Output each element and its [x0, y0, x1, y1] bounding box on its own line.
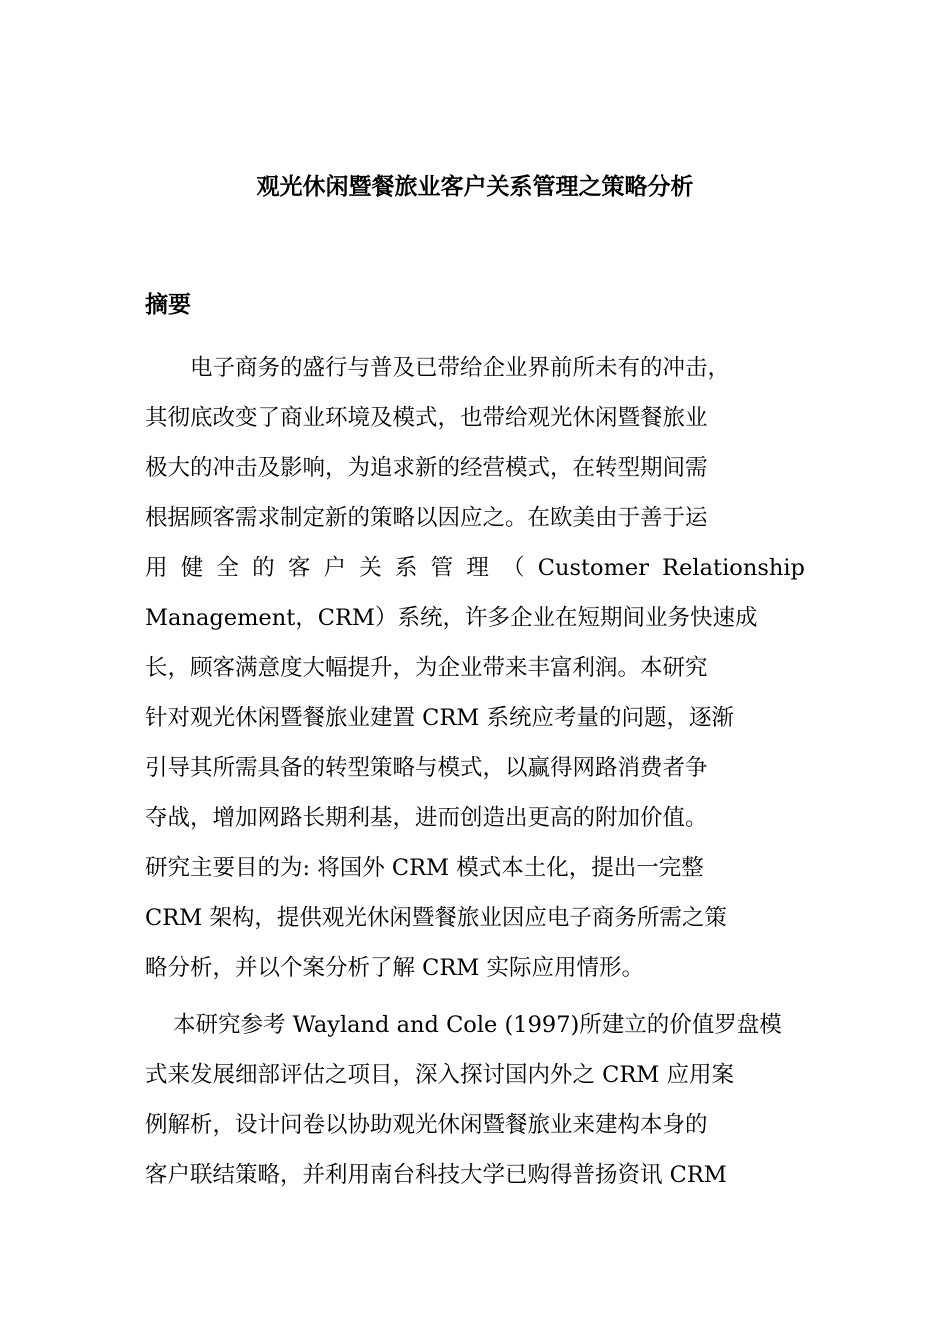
word: 客	[287, 555, 311, 581]
paragraph-line: CRM 架构，提供观光休闲暨餐旅业因应电子商务所需之策	[145, 905, 727, 931]
paragraph-line: 式来发展细部评估之项目，深入探讨国内外之 CRM 应用案	[145, 1062, 735, 1088]
abstract-paragraph-1	[145, 343, 805, 993]
paragraph-line: 略分析，并以个案分析了解 CRM 实际应用情形。	[145, 955, 644, 981]
paragraph-line: 例解析，设计问卷以协助观光休闲暨餐旅业来建构本身的	[145, 1112, 708, 1138]
word: Customer	[537, 555, 649, 581]
word: 的	[252, 555, 275, 581]
document-title: 观光休闲暨餐旅业客户关系管理之策略分析	[256, 173, 694, 200]
word: 理	[466, 555, 489, 581]
paragraph-line: 根据顾客需求制定新的策略以因应之。在欧美由于善于运	[145, 505, 708, 531]
paragraph-line: Management，CRM）系统，许多企业在短期间业务快速成	[145, 605, 758, 631]
abstract-paragraph-2	[145, 1000, 805, 1200]
paragraph-line: 夺战，增加网路长期利基，进而创造出更高的附加价值。	[145, 805, 708, 831]
paragraph-line: 极大的冲击及影响，为追求新的经营模式，在转型期间需	[145, 455, 708, 481]
paragraph-line: 本研究参考 Wayland and Cole (1997)所建立的价值罗盘模	[173, 1012, 782, 1038]
word: 管	[430, 555, 454, 581]
paragraph-line: 长，顾客满意度大幅提升，为企业带来丰富利润。本研究	[145, 655, 708, 681]
paragraph-line-justified	[145, 543, 805, 593]
word: Relationship	[662, 555, 805, 581]
paragraph-line: 电子商务的盛行与普及已带给企业界前所未有的冲击，	[190, 355, 731, 381]
word: 系	[394, 555, 418, 581]
paragraph-line: 针对观光休闲暨餐旅业建置 CRM 系统应考量的问题，逐渐	[145, 705, 735, 731]
paragraph-line: 研究主要目的为: 将国外 CRM 模式本土化，提出一完整	[145, 855, 704, 881]
word: 用	[145, 555, 168, 581]
word: 全	[216, 555, 239, 581]
word: 户	[323, 555, 347, 581]
word: 健	[180, 555, 204, 581]
abstract-heading: 摘要	[145, 291, 191, 318]
paragraph-line: 引导其所需具备的转型策略与模式，以赢得网路消费者争	[145, 755, 708, 781]
paragraph-line: 其彻底改变了商业环境及模式，也带给观光休闲暨餐旅业	[145, 405, 708, 431]
word: 关	[359, 555, 382, 581]
paragraph-line: 客户联结策略，并利用南台科技大学已购得普扬资讯 CRM	[145, 1162, 727, 1188]
word: （	[502, 555, 525, 581]
